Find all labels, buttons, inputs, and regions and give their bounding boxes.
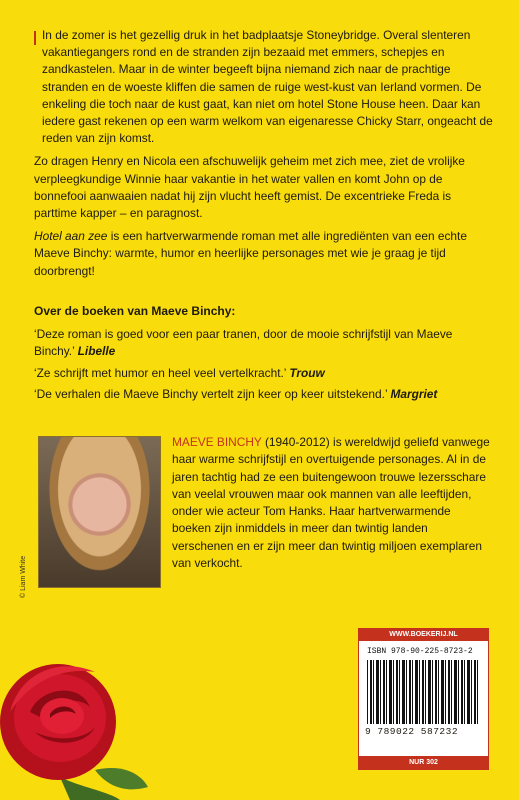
- nur-label: NUR 302: [359, 756, 488, 769]
- dropcap-accent: [34, 31, 36, 45]
- barcode-panel: [358, 628, 489, 770]
- author-bio: [172, 434, 492, 572]
- ean-number: 9 789022 587232: [365, 726, 459, 737]
- blurb: [34, 27, 494, 286]
- blurb-paragraph-1: In de zomer is het gezellig druk in het badplaatsje Stoneybridge. Overal slenteren vakantiegangers rond en de stranden zijn bezaaid met emmers, schepjes en zandkastelen. Maar in de winter begeeft bijna niemand zich naar de prachtige stranden en de woeste kliffen die samen de ruige west-kust van Ierland vormen. De enkeling die toch naar de kust gaat, kan niet om hotel Stone House heen. Daar kan iedere gast rekenen op een warm welkom van eigenaresse Chicky Starr, ongeacht de reden van zijn komst.: [34, 27, 494, 147]
- quote-source: Margriet: [390, 386, 438, 401]
- barcode-bars: [367, 660, 480, 724]
- quotes-heading: Over de boeken van Maeve Binchy:: [34, 304, 236, 318]
- author-bio-text: (1940-2012) is wereldwijd geliefd vanwege haar warme schrijfstijl en overtuigende personages. Al in de jaren tachtig had ze een buitengewoon trouwe lezersschare van veelal vrouwen maar ook mannen van alle leeftijden, onder wie acteur Tom Hanks. Haar hartverwarmende boeken zijn inmiddels in meer dan twintig landen verschenen en er zijn meer dan twintig miljoen exemplaren van verkocht.: [172, 435, 490, 571]
- rose-image: [0, 652, 150, 800]
- book-title: Hotel aan zee: [34, 229, 108, 244]
- photo-credit: © Liam White: [20, 555, 27, 598]
- isbn-label: ISBN 978-90-225-8723-2: [367, 647, 473, 656]
- quote-source: Trouw: [289, 365, 325, 380]
- review-quotes: [34, 303, 494, 407]
- blurb-paragraph-3: Hotel aan zee is een hartverwarmende roman met alle ingrediënten van een echte Maeve Binchy: warmte, humor en heerlijke personages met wie je graag je tijd doorbrengt!: [34, 229, 467, 278]
- blurb-paragraph-2: Zo dragen Henry en Nicola een afschuwelijk geheim met zich mee, ziet de vrolijke verpleegkundige Winnie haar vakantie in het water vallen en komt John op de bonnefooi aanwaaien nadat hij zijn vlucht heeft gemist. De excentrieke Freda is parttime kapper – en paragnost.: [34, 154, 465, 221]
- quote-item: ‘Ze schrijft met humor en heel veel vertelkracht.’ Trouw: [34, 365, 325, 380]
- author-name: MAEVE BINCHY: [172, 435, 262, 449]
- quote-item: ‘De verhalen die Maeve Binchy vertelt zijn keer op keer uitstekend.’ Margriet: [34, 386, 438, 401]
- quote-source: Libelle: [77, 344, 116, 359]
- author-photo: [38, 436, 161, 588]
- website-label: WWW.BOEKERIJ.NL: [359, 629, 488, 641]
- quote-item: ‘Deze roman is goed voor een paar tranen, door de mooie schrijfstijl van Maeve Binchy.’ Libelle: [34, 327, 453, 359]
